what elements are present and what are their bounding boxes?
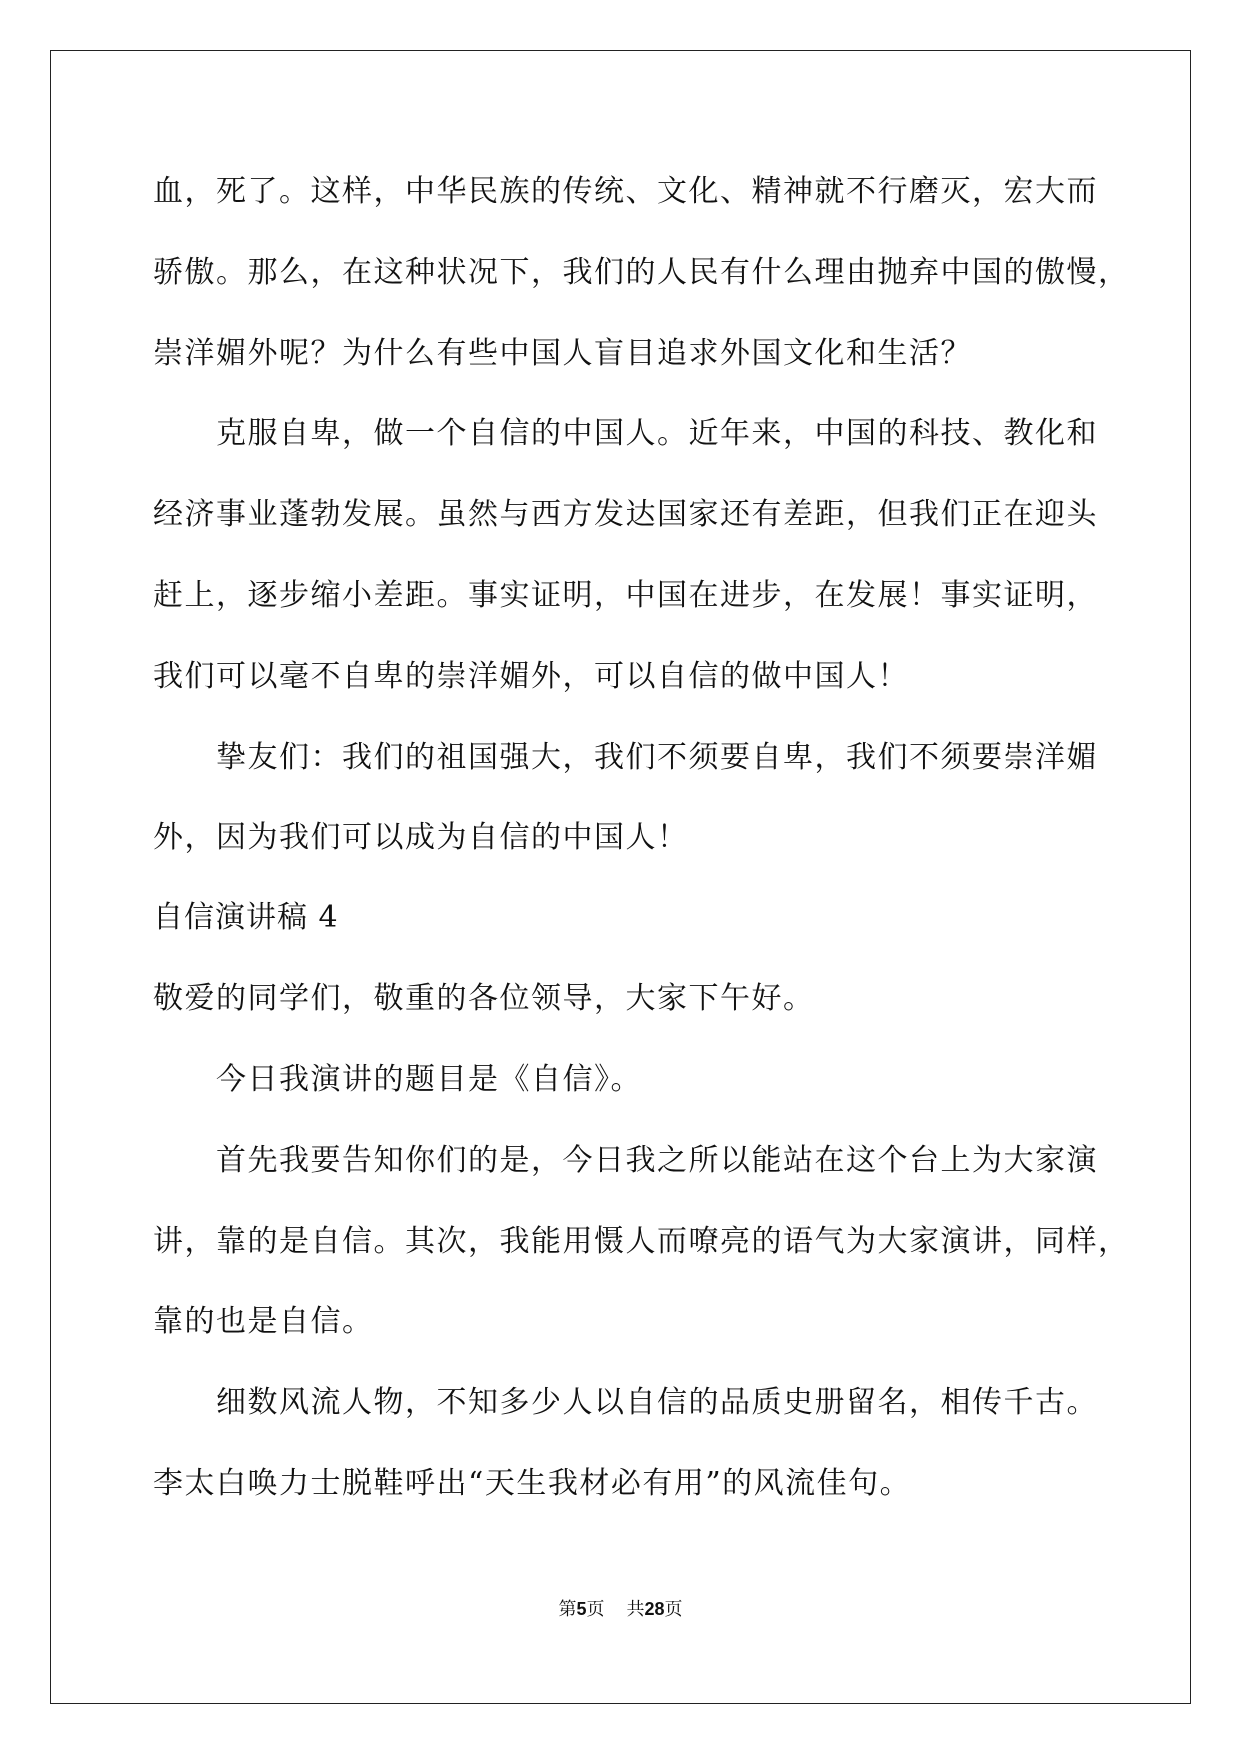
body-text-line: 我们可以毫不自卑的崇洋媚外，可以自信的做中国人！ bbox=[153, 659, 909, 694]
page-footer bbox=[0, 1597, 1241, 1622]
body-text-line: 敬爱的同学们，敬重的各位领导，大家下午好。 bbox=[153, 981, 815, 1016]
body-text-line: 外，因为我们可以成为自信的中国人！ bbox=[153, 820, 689, 855]
page-prefix: 第 bbox=[558, 1599, 577, 1620]
body-text-line: 今日我演讲的题目是《自信》。 bbox=[216, 1062, 642, 1097]
body-text-line: 讲，靠的是自信。其次，我能用慑人而嘹亮的语气为大家演讲，同样， bbox=[153, 1224, 1130, 1259]
body-text-line: 血，死了。这样，中华民族的传统、文化、精神就不行磨灭，宏大而 bbox=[153, 174, 1098, 209]
total-pages: 28 bbox=[644, 1599, 665, 1619]
body-text-line: 崇洋媚外呢？为什么有些中国人盲目追求外国文化和生活？ bbox=[153, 336, 972, 371]
body-text-line: 细数风流人物，不知多少人以自信的品质史册留名，相传千古。 bbox=[216, 1385, 1098, 1420]
page-suffix: 页 bbox=[586, 1599, 605, 1620]
body-text-line: 赶上，逐步缩小差距。事实证明，中国在进步，在发展！事实证明， bbox=[153, 578, 1098, 613]
body-text-line: 首先我要告知你们的是，今日我之所以能站在这个台上为大家演 bbox=[216, 1143, 1098, 1178]
total-suffix: 页 bbox=[664, 1599, 683, 1620]
body-text-line: 骄傲。那么，在这种状况下，我们的人民有什么理由抛弃中国的傲慢， bbox=[153, 255, 1130, 290]
total-prefix: 共 bbox=[626, 1599, 645, 1620]
body-text-line: 挚友们：我们的祖国强大，我们不须要自卑，我们不须要崇洋媚 bbox=[216, 740, 1098, 775]
body-text-line: 李太白唤力士脱鞋呼出“天生我材必有用”的风流佳句。 bbox=[153, 1466, 912, 1501]
body-text-line: 克服自卑，做一个自信的中国人。近年来，中国的科技、教化和 bbox=[216, 416, 1098, 451]
body-text-line: 靠的也是自信。 bbox=[153, 1304, 374, 1339]
page-number: 5 bbox=[576, 1599, 587, 1619]
body-text-line: 经济事业蓬勃发展。虽然与西方发达国家还有差距，但我们正在迎头 bbox=[153, 497, 1098, 532]
page-border bbox=[50, 50, 1191, 1704]
section-heading: 自信演讲稿 4 bbox=[153, 900, 339, 935]
